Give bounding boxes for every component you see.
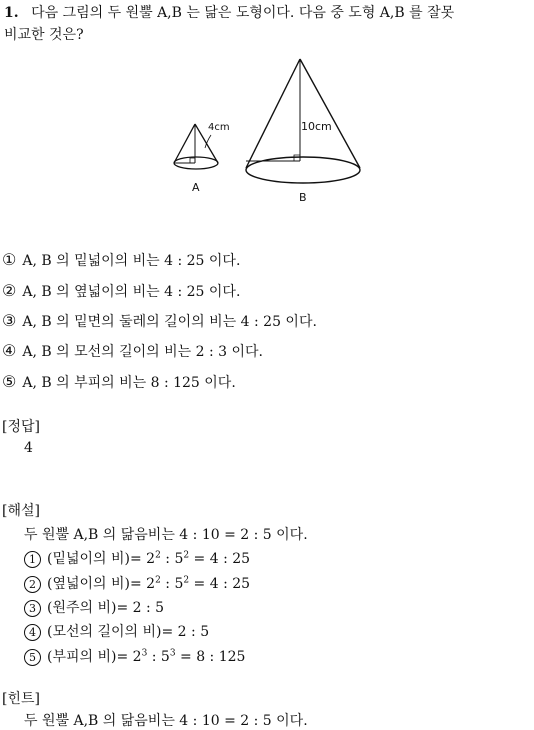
- explanation-item-4-text: (모선의 길이의 비)= 2 : 5: [47, 624, 210, 640]
- explanation-item-4: [24, 621, 209, 641]
- explanation-item-2-mark: 2: [24, 576, 41, 593]
- choice-2-text: A, B 의 옆넓이의 비는 4 : 25 이다.: [22, 284, 241, 300]
- cone-figure: [165, 55, 370, 210]
- explanation-item-1-mid: : 5: [160, 551, 184, 567]
- exponent: 2: [155, 575, 161, 586]
- explanation-item-1: [24, 548, 250, 568]
- choice-5-mark: ⑤: [2, 372, 17, 391]
- cone-a-label: A: [192, 181, 200, 194]
- explanation-item-2-text: (옆넓이의 비)= 2: [47, 576, 156, 592]
- choice-5[interactable]: [2, 372, 236, 392]
- choice-2[interactable]: [2, 281, 240, 301]
- exponent: 2: [155, 550, 161, 561]
- explanation-item-2-mid: : 5: [160, 576, 184, 592]
- choice-1[interactable]: [2, 250, 240, 270]
- choice-1-text: A, B 의 밑넓이의 비는 4 : 25 이다.: [22, 253, 241, 269]
- explanation-item-3-mark: 3: [24, 600, 41, 617]
- question-text-1: 다음 그림의 두 원뿔 A,B 는 닮은 도형이다. 다음 중 도형 A,B 를 잘못: [31, 5, 455, 21]
- cone-a-dimension: 4cm: [208, 122, 230, 133]
- question-number: 1.: [4, 5, 19, 21]
- explanation-item-1-text: (밑넓이의 비)= 2: [47, 551, 156, 567]
- answer-heading: [정답]: [2, 419, 40, 435]
- explanation-item-5-text: (부피의 비)= 2: [47, 649, 142, 665]
- choice-3-mark: ③: [2, 311, 17, 330]
- explanation-item-3: [24, 597, 164, 617]
- choice-5-text: A, B 의 부피의 비는 8 : 125 이다.: [22, 375, 236, 391]
- question-line-1: [4, 2, 454, 22]
- explanation-item-1-result: = 4 : 25: [189, 551, 251, 567]
- exponent: 2: [183, 550, 190, 561]
- answer-value: 4: [24, 440, 33, 456]
- explanation-item-3-text: (원주의 비)= 2 : 5: [47, 600, 165, 616]
- explanation-item-1-mark: 1: [24, 551, 41, 568]
- explanation-item-2: [24, 573, 250, 593]
- explanation-item-5-result: = 8 : 125: [175, 649, 246, 665]
- choice-4[interactable]: [2, 341, 263, 361]
- cone-b-label: B: [299, 191, 307, 204]
- explanation-item-5-mid: : 5: [147, 649, 170, 665]
- cone-b-dimension: 10cm: [301, 120, 332, 133]
- explanation-intro: 두 원뿔 A,B 의 닮음비는 4 : 10 = 2 : 5 이다.: [24, 527, 308, 543]
- hint-heading: [힌트]: [2, 691, 40, 707]
- explanation-item-5: [24, 646, 245, 666]
- choice-3[interactable]: [2, 311, 317, 331]
- choice-2-mark: ②: [2, 281, 17, 300]
- choice-3-text: A, B 의 밑면의 둘레의 길이의 비는 4 : 25 이다.: [22, 314, 317, 330]
- choice-4-text: A, B 의 모선의 길이의 비는 2 : 3 이다.: [22, 344, 263, 360]
- explanation-heading: [해설]: [2, 503, 40, 519]
- explanation-item-5-mark: 5: [24, 649, 41, 666]
- exponent: 3: [169, 648, 176, 659]
- choice-4-mark: ④: [2, 341, 17, 360]
- explanation-item-2-result: = 4 : 25: [189, 576, 251, 592]
- exponent: 3: [141, 648, 148, 659]
- question-text-2: 비교한 것은?: [4, 27, 84, 43]
- exponent: 2: [183, 575, 190, 586]
- choice-1-mark: ①: [2, 250, 17, 269]
- explanation-item-4-mark: 4: [24, 624, 41, 641]
- hint-text: 두 원뿔 A,B 의 닮음비는 4 : 10 = 2 : 5 이다.: [24, 713, 308, 729]
